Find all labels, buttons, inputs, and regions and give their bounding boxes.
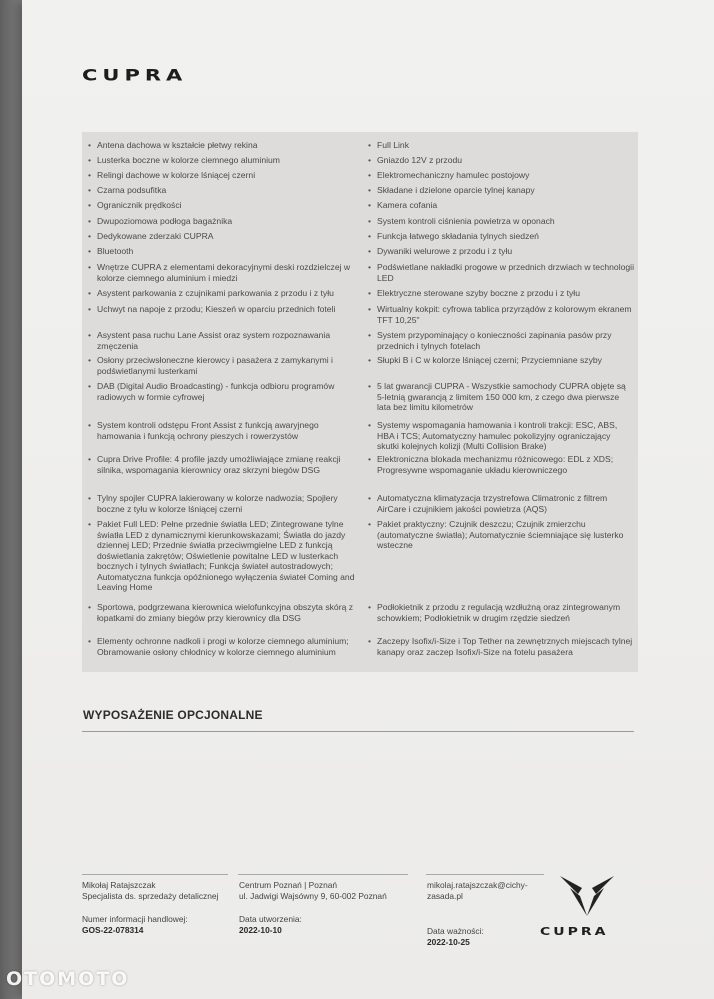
list-item: • Zaczepy Isofix/i-Size i Top Tether na zewnętrznych miejscach tylnej kanapy oraz zaczep Isofix/i-Size na fotelu pasażera	[368, 636, 633, 657]
list-item: • Czarna podsufitka	[88, 185, 167, 195]
valid-date-value: 2022-10-25	[427, 937, 470, 947]
list-item: • 5 lat gwarancji CUPRA - Wszystkie samochody CUPRA objęte są 5-letnią gwarancją z limitem 150 000 km, z czego dwa pierwsze lata bez limitu kilometrów	[368, 381, 626, 412]
list-item: • Elektryczne sterowane szyby boczne z przodu i z tyłu	[368, 288, 580, 298]
list-item: • Dywaniki welurowe z przodu i z tyłu	[368, 246, 513, 256]
list-item: • Asystent pasa ruchu Lane Assist oraz system rozpoznawania zmęczenia	[88, 330, 331, 351]
list-item: • System kontroli ciśnienia powietrza w oponach	[368, 216, 555, 226]
offer-number-value: GOS-22-078314	[82, 925, 144, 935]
list-item: • Elektroniczna blokada mechanizmu różnicowego: EDL z XDS; Progresywne wspomaganie układu kierowniczego	[368, 454, 614, 475]
list-item: • Cupra Drive Profile: 4 profile jazdy umożliwiające zmianę reakcji silnika, wspomagania kierownicy oraz skrzyni biegów DSG	[88, 454, 341, 475]
dealer-name: Centrum Poznań | Poznań	[239, 880, 338, 890]
list-item: • Sportowa, podgrzewana kierownica wielofunkcyjna obszyta skórą z łopatkami do zmiany biegów przy kierownicy dla DSG	[88, 602, 354, 623]
seller-email-domain: zasada.pl	[427, 891, 463, 901]
cupra-footer-logo: CUPRA	[540, 926, 609, 938]
seller-email: mikolaj.ratajszczak@cichy-	[427, 880, 528, 890]
created-date-label: Data utworzenia:	[239, 914, 302, 924]
list-item: • Uchwyt na napoje z przodu; Kieszeń w oparciu przednich foteli	[88, 304, 336, 314]
list-item: • Full Link	[368, 140, 409, 150]
footer-divider	[426, 874, 544, 875]
dealer-address: ul. Jadwigi Wajsówny 9, 60-002 Poznań	[239, 891, 387, 901]
list-item: • Ogranicznik prędkości	[88, 200, 182, 210]
list-item: • Antena dachowa w kształcie płetwy rekina	[88, 140, 258, 150]
list-item: • Kamera cofania	[368, 200, 438, 210]
list-item: • Wnętrze CUPRA z elementami dekoracyjnymi deski rozdzielczej w kolorze ciemnego aluminium i miedzi	[88, 262, 351, 283]
footer-divider	[238, 874, 408, 875]
list-item: • Asystent parkowania z czujnikami parkowania z przodu i z tyłu	[88, 288, 334, 298]
list-item: • Elektromechaniczny hamulec postojowy	[368, 170, 530, 180]
list-item: • Gniazdo 12V z przodu	[368, 155, 463, 165]
offer-number-label: Numer informacji handlowej:	[82, 914, 188, 924]
list-item: • Dwupoziomowa podłoga bagażnika	[88, 216, 233, 226]
list-item: • Automatyczna klimatyzacja trzystrefowa Climatronic z filtrem AirCare i czujnikiem jakości powietrza (AQS)	[368, 493, 608, 514]
standard-equipment-box	[82, 132, 638, 672]
list-item: • Funkcja łatwego składania tylnych siedzeń	[368, 231, 539, 241]
list-item: • Składane i dzielone oparcie tylnej kanapy	[368, 185, 535, 195]
list-item: • Tylny spojler CUPRA lakierowany w kolorze nadwozia; Spojlery boczne z tyłu w kolorze lśniącej czerni	[88, 493, 338, 514]
list-item: • Systemy wspomagania hamowania i kontroli trakcji: ESC, ABS, HBA i TCS; Automatyczny hamulec pokolizyjny ograniczający skutki kolejnych kolizji (Multi Collision Brake)	[368, 420, 618, 451]
seller-name: Mikołaj Ratajszczak	[82, 880, 156, 890]
cupra-emblem-icon	[558, 874, 616, 920]
list-item: • Dedykowane zderzaki CUPRA	[88, 231, 214, 241]
list-item: • Elementy ochronne nadkoli i progi w kolorze ciemnego aluminium; Obramowanie osłony chłodnicy w kolorze ciemnego aluminium	[88, 636, 349, 657]
list-item: • Bluetooth	[88, 246, 134, 256]
list-item: • Podłokietnik z przodu z regulacją wzdłużną oraz zintegrowanym schowkiem; Podłokietnik w drugim rzędzie siedzeń	[368, 602, 621, 623]
list-item: • Słupki B i C w kolorze lśniącej czerni; Przyciemniane szyby	[368, 355, 602, 365]
list-item: • Wirtualny kokpit: cyfrowa tablica przyrządów z kolorowym ekranem TFT 10,25"	[368, 304, 632, 325]
list-item: • Pakiet praktyczny: Czujnik deszczu; Czujnik zmierzchu (automatyczne światła); Automatycznie ściemniające się lusterko wsteczne	[368, 519, 624, 550]
section-divider	[82, 731, 634, 732]
list-item: • Podświetlane nakładki progowe w przednich drzwiach w technologii LED	[368, 262, 634, 283]
list-item: • Lusterka boczne w kolorze ciemnego aluminium	[88, 155, 280, 165]
list-item: • Pakiet Full LED: Pełne przednie światła LED; Zintegrowane tylne światła LED z dynamicznymi kierunkowskazami; Światła do jazdy dziennej LED; Przednie światła przeciwmgielne LED z funkcją doświetlania zakrętów; Oświetlenie powitalne LED w lusterkach bocznych i tylnych światłach; Funkcja świateł autostradowych; Automatyczna funkcja opóźnionego wyłączenia świateł Coming and Leaving Home	[88, 519, 355, 592]
valid-date-label: Data ważności:	[427, 926, 484, 936]
list-item: • System przypominający o konieczności zapinania pasów przy przednich i tylnych fotelach	[368, 330, 612, 351]
list-item: • DAB (Digital Audio Broadcasting) - funkcja odbioru programów radiowych w formie cyfrowej	[88, 381, 335, 402]
list-item: • System kontroli odstępu Front Assist z funkcją awaryjnego hamowania i funkcją ochrony pieszych i rowerzystów	[88, 420, 319, 441]
seller-role: Specjalista ds. sprzedaży detalicznej	[82, 891, 219, 901]
cupra-logo: CUPRA	[82, 66, 188, 84]
footer-divider	[82, 874, 228, 875]
created-date-value: 2022-10-10	[239, 925, 282, 935]
list-item: • Relingi dachowe w kolorze lśniącej czerni	[88, 170, 256, 180]
list-item: • Osłony przeciwsłoneczne kierowcy i pasażera z zamykanymi i podświetlanymi lusterkami	[88, 355, 333, 376]
otomoto-watermark: OTOMOTO	[6, 968, 130, 990]
optional-equipment-title: WYPOSAŻENIE OPCJONALNE	[83, 708, 263, 722]
